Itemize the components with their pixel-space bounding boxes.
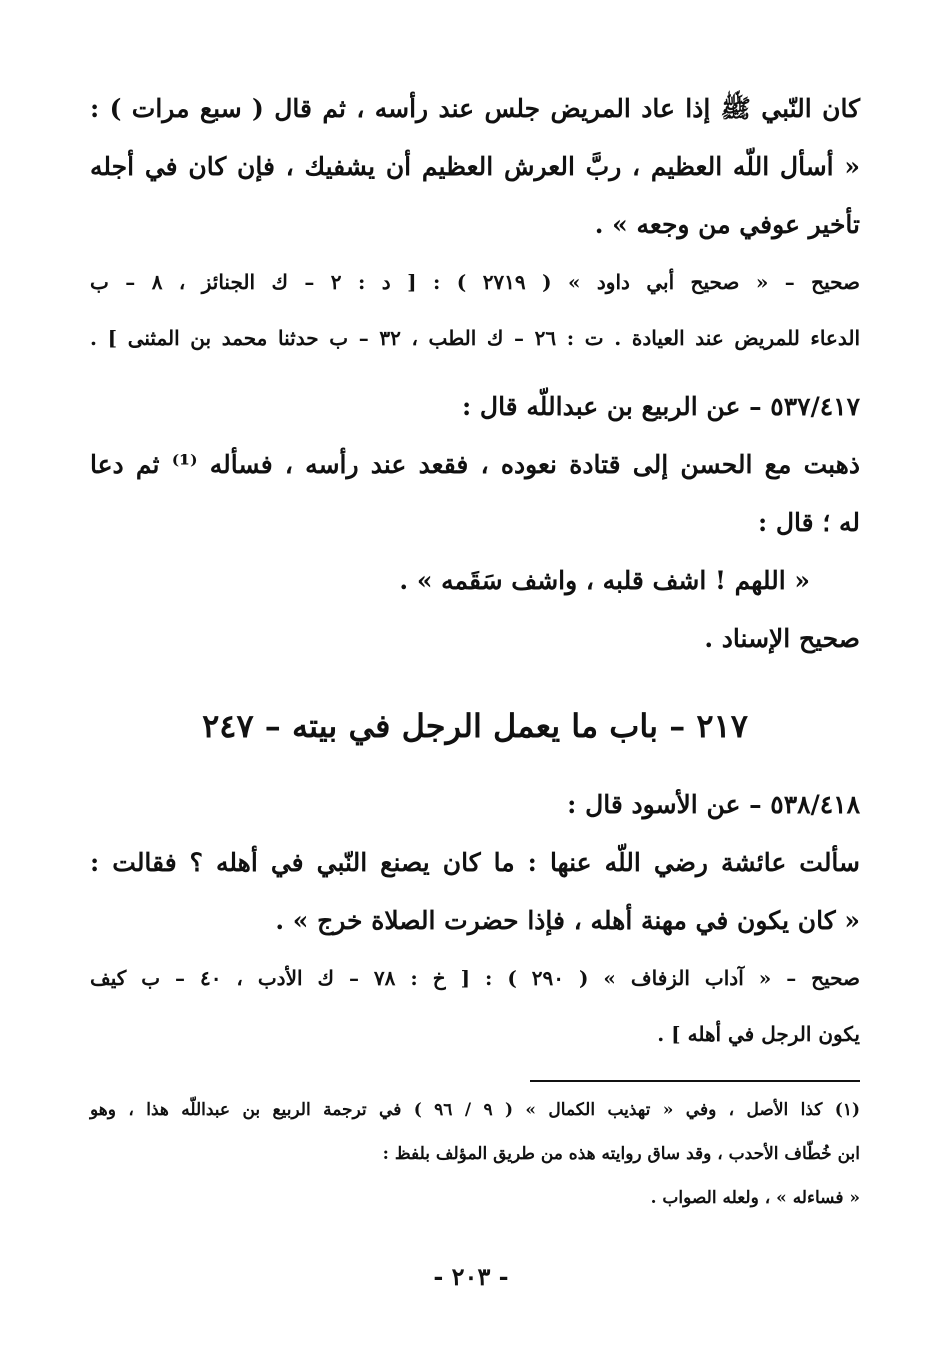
- hadith-538-block: [90, 776, 860, 1062]
- footnote-line: (١) كذا الأصل ، وفي « تهذيب الكمال » ( ٩ / ٩٦ ) في ترجمة الربيع بن عبداللّه هذا ، وهو: [90, 1100, 861, 1120]
- hadith-text-line: سألت عائشة رضي اللّه عنها : ما كان يصنع النّبي في أهله ؟ فقالت :: [90, 848, 860, 877]
- footnotes: [90, 1088, 860, 1220]
- takhrij-line: يكون الرجل في أهله ] .: [657, 1022, 860, 1046]
- takhrij-line: صحيح – « آداب الزفاف » ( ٢٩٠ ) : [ خ : ٧٨ – ك الأدب ، ٤٠ – ب كيف: [90, 966, 860, 990]
- hadith-536-block: [90, 80, 860, 366]
- hadith-text-line: له ؛ قال :: [757, 508, 860, 537]
- page-number: - ٢٠٣ -: [433, 1262, 509, 1291]
- footnote-line: ابن خُطّاف الأحدب ، وقد ساق روايته هذه من طريق المؤلف بلفظ :: [382, 1144, 860, 1164]
- hadith-grade: صحيح الإسناد .: [704, 624, 860, 653]
- chapter-title: ٢١٧ – باب ما يعمل الرجل في بيته – ٢٤٧: [202, 707, 748, 745]
- takhrij-line: الدعاء للمريض عند العيادة . ت : ٢٦ – ك الطب ، ٣٢ – ب حدثنا محمد بن المثنى ] .: [90, 326, 861, 350]
- page-body: [90, 80, 860, 1220]
- hadith-header: ٥٣٧/٤١٧ – عن الربيع بن عبداللّه قال :: [461, 392, 860, 421]
- footnote-separator: [530, 1080, 860, 1082]
- hadith-text-line: كان النّبي ﷺ إذا عاد المريض جلس عند رأسه ، ثم قال ( سبع مرات ) :: [90, 94, 860, 123]
- hadith-quote: « اللهم ! اشف قلبه ، واشف سَقَمه » .: [399, 566, 810, 595]
- footnote-line: « فساءله » ، ولعله الصواب .: [650, 1188, 860, 1208]
- hadith-text-line: « كان يكون في مهنة أهله ، فإذا حضرت الصلاة خرج » .: [275, 906, 860, 935]
- hadith-header: ٥٣٨/٤١٨ – عن الأسود قال :: [567, 790, 860, 819]
- hadith-537-block: [90, 378, 860, 668]
- hadith-text-line: ذهبت مع الحسن إلى قتادة نعوده ، فقعد عند رأسه ، فسأله ⁽¹⁾ ثم دعا: [90, 450, 860, 479]
- hadith-text-line: « أسأل اللّه العظيم ، ربَّ العرش العظيم أن يشفيك ، فإن كان في أجله: [90, 152, 860, 181]
- takhrij-line: صحيح – « صحيح أبي داود » ( ٢٧١٩ ) : [ د : ٢ – ك الجنائز ، ٨ – ب: [90, 270, 861, 294]
- hadith-text-line: تأخير عوفي من وجعه » .: [594, 210, 860, 239]
